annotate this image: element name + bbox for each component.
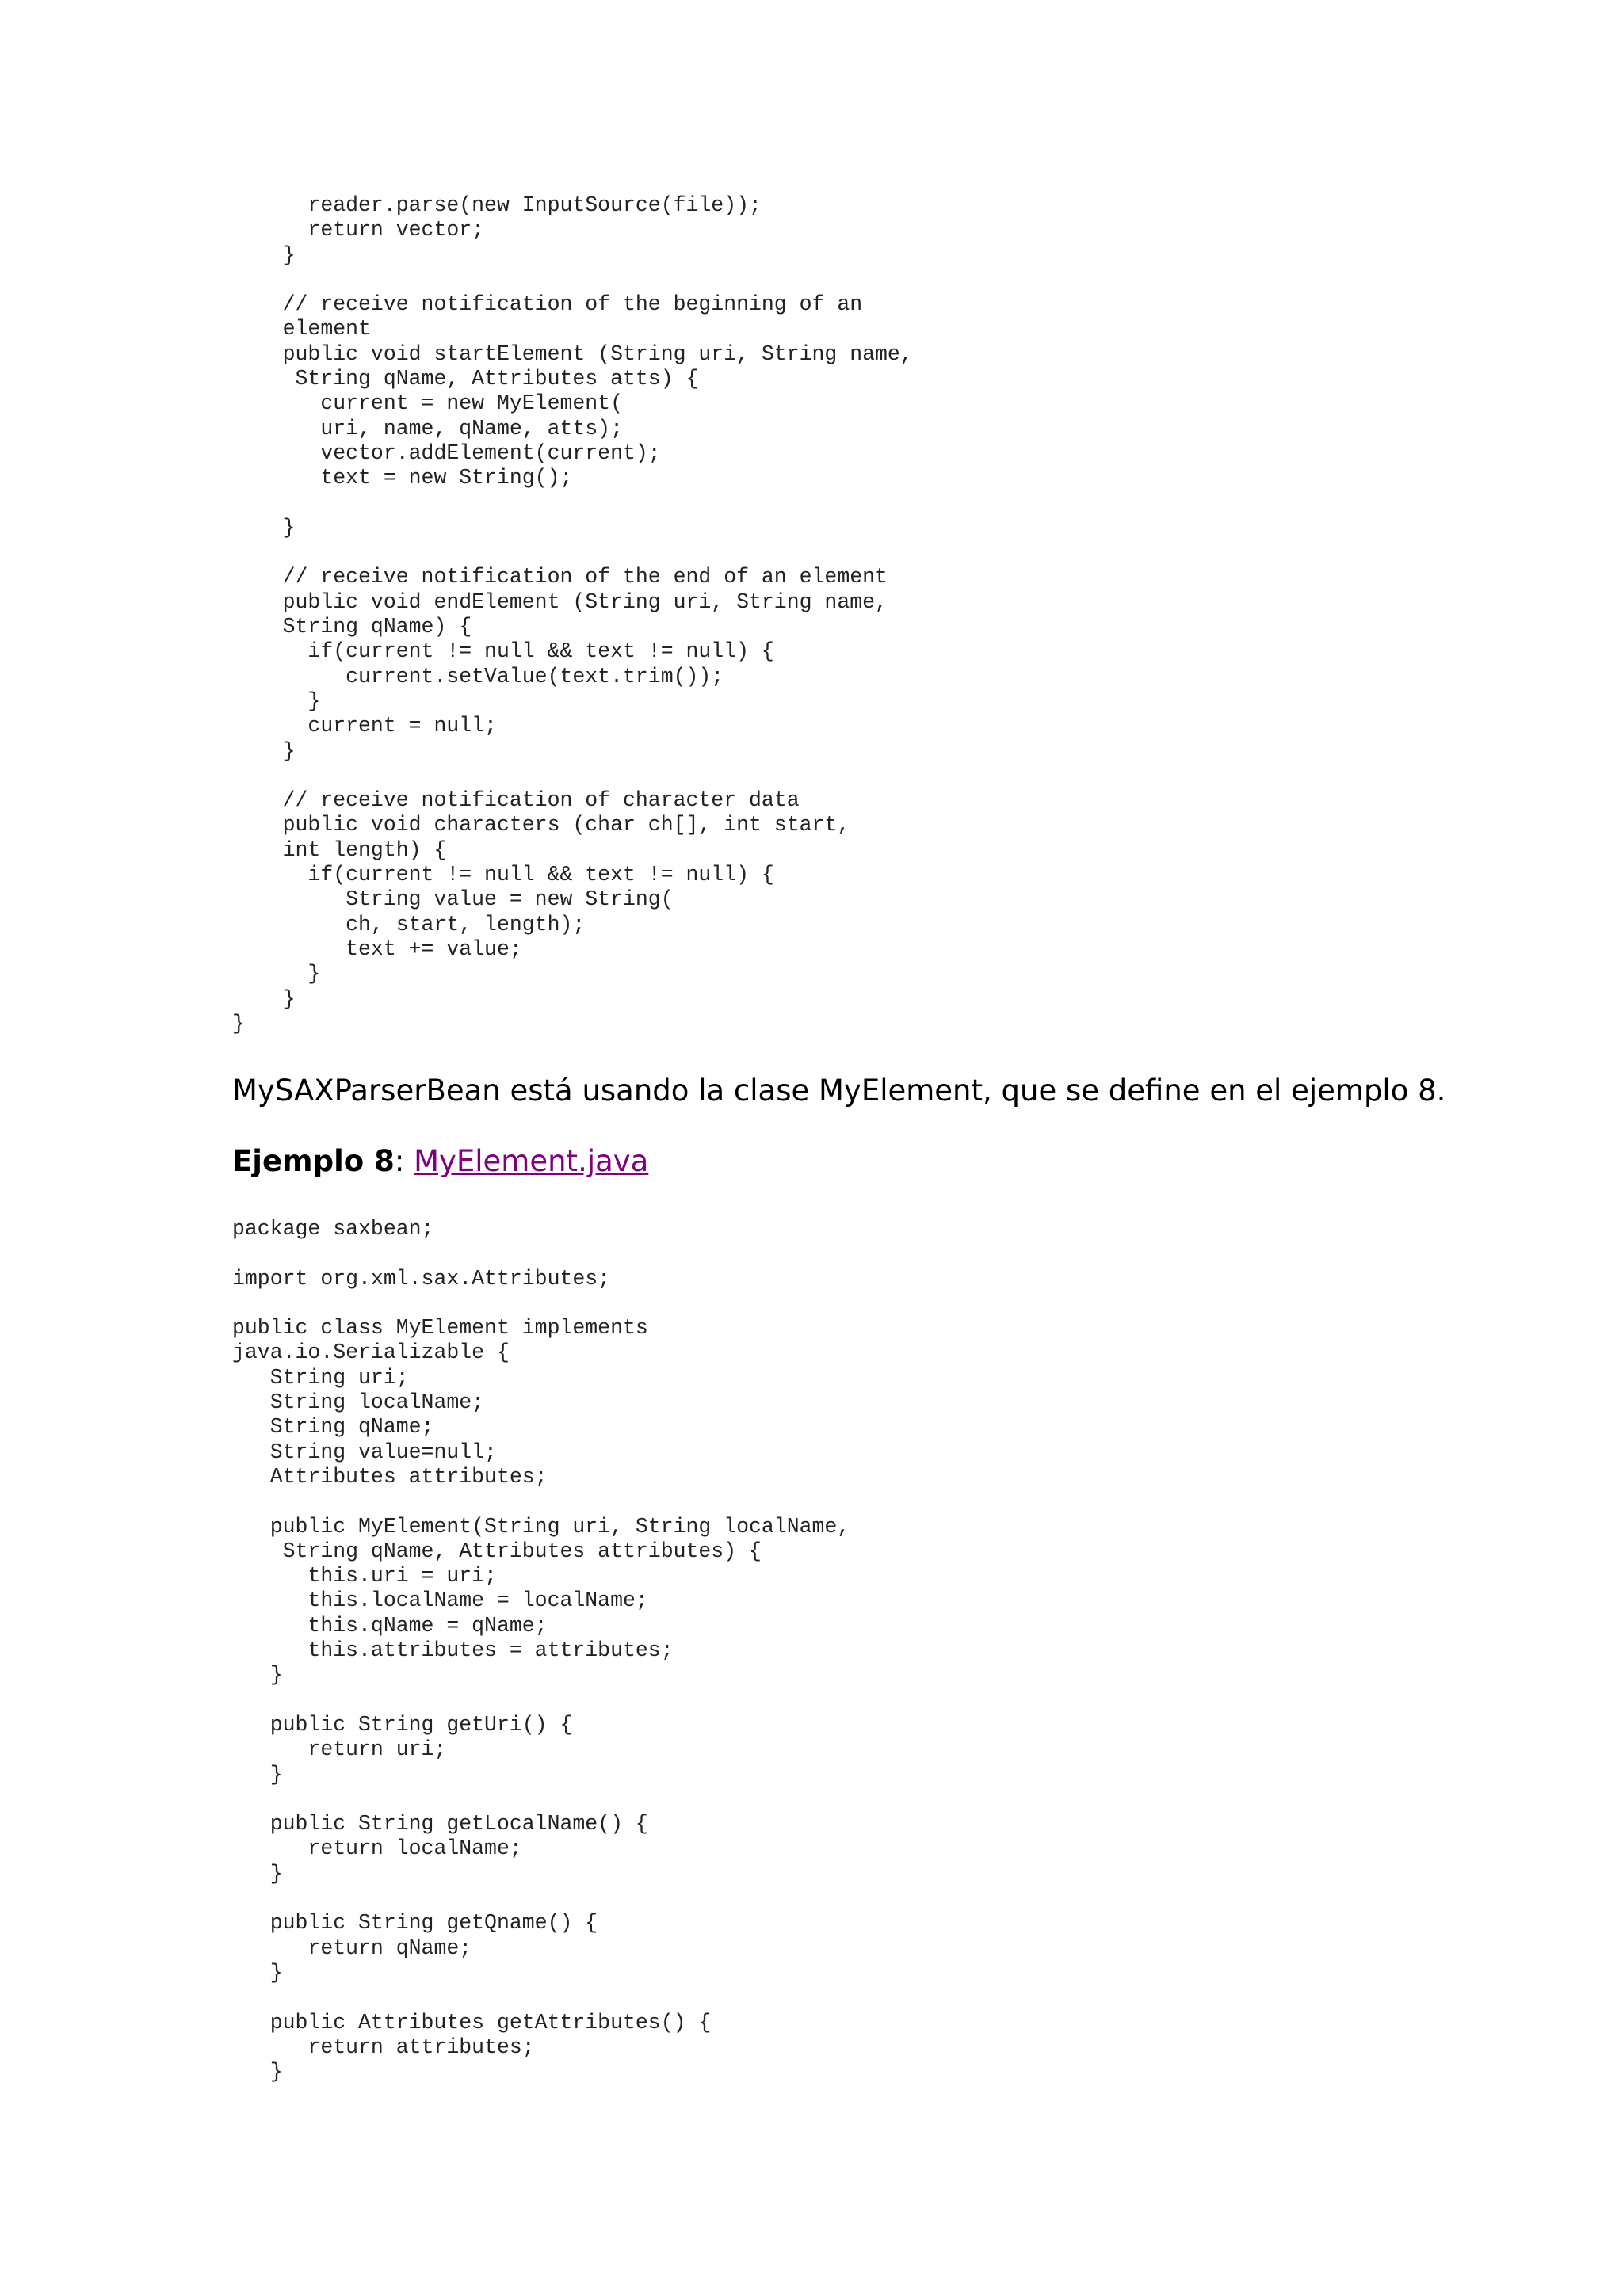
example-heading [232, 1142, 648, 1180]
example-heading-label: Ejemplo 8 [232, 1144, 395, 1178]
body-paragraph: MySAXParserBean está usando la clase MyElement, que se define en el ejemplo 8. [232, 1074, 1446, 1108]
code-block-sax-handler-methods: reader.parse(new InputSource(file)); return vector; } // receive notification of the beginning of an element public void startElement (String uri, String name, String qName, Attributes atts) { current = new MyElement( uri, name, qName, atts); vector.addElement(current); text = new String(); } // receive notification of the end of an element public void endElement (String uri, String name, String qName) { if(current != null && text != null) { current.setValue(text.trim()); } current = null; } // receive notification of character data public void characters (char ch[], int start, int length) { if(current != null && text != null) { String value = new String( ch, start, length); text += value; } } } [232, 193, 913, 1035]
example-heading-separator: : [394, 1144, 414, 1178]
myelement-java-link[interactable]: MyElement.java [414, 1144, 649, 1178]
code-block-myelement-class: package saxbean; import org.xml.sax.Attributes; public class MyElement implements java.io.Serializable { String uri; String localName; String qName; String value=null; Attributes attributes; public MyElement(String uri, String localName, String qName, Attributes attributes) { this.uri = uri; this.localName = localName; this.qName = qName; this.attributes = attributes; } public String getUri() { return uri; } public String getLocalName() { return localName; } public String getQname() { return qName; } public Attributes getAttributes() { return attributes; } [232, 1217, 850, 2084]
